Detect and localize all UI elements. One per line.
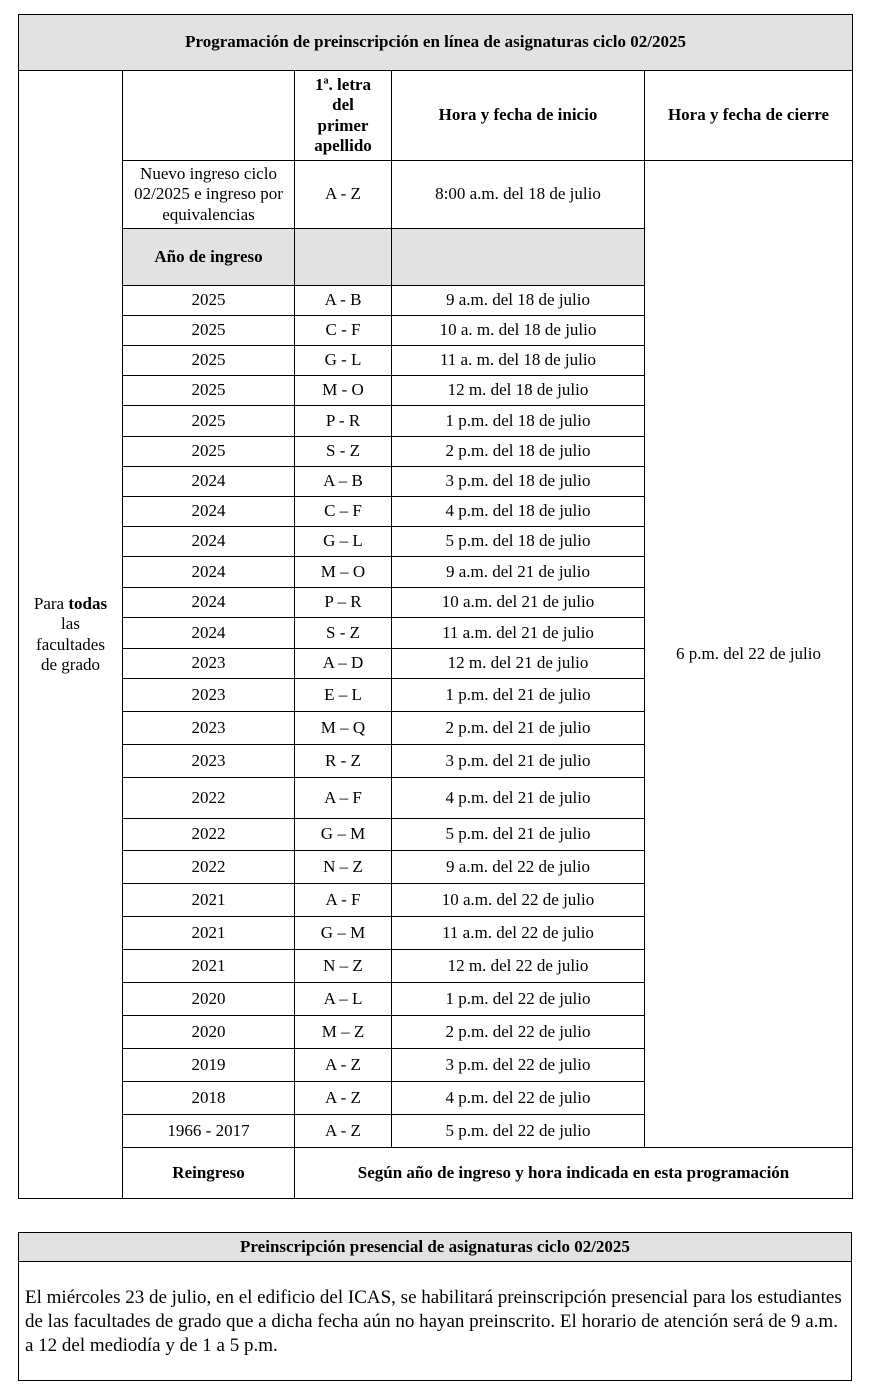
row-year: 2023 bbox=[123, 745, 295, 778]
row-letters: P - R bbox=[295, 406, 392, 437]
row-letters: A - F bbox=[295, 884, 392, 917]
row-year: 2018 bbox=[123, 1082, 295, 1115]
row-year: 2025 bbox=[123, 346, 295, 376]
row-start: 2 p.m. del 22 de julio bbox=[392, 1016, 645, 1049]
row-year: 2024 bbox=[123, 467, 295, 497]
row-year: 2024 bbox=[123, 497, 295, 527]
row-letters: G – M bbox=[295, 917, 392, 950]
row-letters: S - Z bbox=[295, 618, 392, 649]
row-letters: A - B bbox=[295, 286, 392, 316]
row-year: 2023 bbox=[123, 649, 295, 679]
row-letters: E – L bbox=[295, 679, 392, 712]
faculties-suffix: las facultades de grado bbox=[36, 614, 105, 674]
row-year: 2023 bbox=[123, 712, 295, 745]
row-start: 5 p.m. del 21 de julio bbox=[392, 819, 645, 851]
row-year: 2021 bbox=[123, 950, 295, 983]
row-year: 2022 bbox=[123, 778, 295, 819]
row-start: 5 p.m. del 18 de julio bbox=[392, 527, 645, 557]
row-letters: C – F bbox=[295, 497, 392, 527]
row-start: 12 m. del 22 de julio bbox=[392, 950, 645, 983]
row-year: 2021 bbox=[123, 884, 295, 917]
row-letters: A – L bbox=[295, 983, 392, 1016]
header-empty-cell bbox=[123, 71, 295, 161]
header-close: Hora y fecha de cierre bbox=[645, 71, 853, 161]
year-header: Año de ingreso bbox=[123, 229, 295, 286]
year-header-empty bbox=[295, 229, 392, 286]
faculties-cell bbox=[19, 71, 123, 1199]
faculties-bold: todas bbox=[68, 593, 108, 613]
row-start: 5 p.m. del 22 de julio bbox=[392, 1115, 645, 1148]
row-letters: G – L bbox=[295, 527, 392, 557]
row-letters: C - F bbox=[295, 316, 392, 346]
row-letters: M - O bbox=[295, 376, 392, 406]
row-letters: M – O bbox=[295, 557, 392, 588]
row-year: 2022 bbox=[123, 851, 295, 884]
row-start: 11 a. m. del 18 de julio bbox=[392, 346, 645, 376]
row-letters: G - L bbox=[295, 346, 392, 376]
row-year: 2020 bbox=[123, 983, 295, 1016]
row-letters: A – B bbox=[295, 467, 392, 497]
row-start: 4 p.m. del 18 de julio bbox=[392, 497, 645, 527]
header-start: Hora y fecha de inicio bbox=[392, 71, 645, 161]
row-letters: M – Q bbox=[295, 712, 392, 745]
row-year: 1966 - 2017 bbox=[123, 1115, 295, 1148]
new-entry-label: Nuevo ingreso ciclo 02/2025 e ingreso por equivalencias bbox=[123, 161, 295, 229]
new-entry-letters: A - Z bbox=[295, 161, 392, 229]
row-year: 2025 bbox=[123, 376, 295, 406]
row-start: 11 a.m. del 22 de julio bbox=[392, 917, 645, 950]
reentry-text: Según año de ingreso y hora indicada en esta programación bbox=[295, 1148, 853, 1199]
row-start: 4 p.m. del 22 de julio bbox=[392, 1082, 645, 1115]
row-year: 2024 bbox=[123, 557, 295, 588]
presencial-title: Preinscripción presencial de asignaturas ciclo 02/2025 bbox=[19, 1233, 852, 1262]
row-letters: M – Z bbox=[295, 1016, 392, 1049]
close-time: 6 p.m. del 22 de julio bbox=[645, 161, 853, 1148]
row-year: 2023 bbox=[123, 679, 295, 712]
row-year: 2022 bbox=[123, 819, 295, 851]
schedule-table bbox=[18, 14, 853, 1199]
row-start: 2 p.m. del 18 de julio bbox=[392, 437, 645, 467]
row-start: 12 m. del 18 de julio bbox=[392, 376, 645, 406]
row-start: 1 p.m. del 22 de julio bbox=[392, 983, 645, 1016]
row-start: 10 a.m. del 22 de julio bbox=[392, 884, 645, 917]
faculties-prefix: Para bbox=[33, 593, 69, 613]
row-start: 3 p.m. del 22 de julio bbox=[392, 1049, 645, 1082]
row-start: 4 p.m. del 21 de julio bbox=[392, 778, 645, 819]
year-header-empty bbox=[392, 229, 645, 286]
row-letters: A – F bbox=[295, 778, 392, 819]
row-letters: P – R bbox=[295, 588, 392, 618]
row-letters: G – M bbox=[295, 819, 392, 851]
row-start: 3 p.m. del 18 de julio bbox=[392, 467, 645, 497]
presencial-table bbox=[18, 1232, 852, 1381]
row-year: 2021 bbox=[123, 917, 295, 950]
row-year: 2025 bbox=[123, 286, 295, 316]
row-start: 12 m. del 21 de julio bbox=[392, 649, 645, 679]
presencial-body: El miércoles 23 de julio, en el edificio del ICAS, se habilitará preinscripción presencial para los estudiantes de las facultades de grado que a dicha fecha aún no hayan preinscrito. El horario de atención será de 9 a.m. a 12 del mediodía y de 1 a 5 p.m. bbox=[19, 1262, 852, 1381]
row-letters: S - Z bbox=[295, 437, 392, 467]
row-start: 9 a.m. del 22 de julio bbox=[392, 851, 645, 884]
row-start: 10 a. m. del 18 de julio bbox=[392, 316, 645, 346]
row-start: 10 a.m. del 21 de julio bbox=[392, 588, 645, 618]
row-start: 9 a.m. del 21 de julio bbox=[392, 557, 645, 588]
row-letters: A – D bbox=[295, 649, 392, 679]
row-start: 2 p.m. del 21 de julio bbox=[392, 712, 645, 745]
row-start: 11 a.m. del 21 de julio bbox=[392, 618, 645, 649]
row-start: 1 p.m. del 18 de julio bbox=[392, 406, 645, 437]
row-start: 3 p.m. del 21 de julio bbox=[392, 745, 645, 778]
row-letters: N – Z bbox=[295, 851, 392, 884]
row-year: 2024 bbox=[123, 618, 295, 649]
row-year: 2019 bbox=[123, 1049, 295, 1082]
header-letter: 1ª. letra del primer apellido bbox=[295, 71, 392, 161]
row-year: 2025 bbox=[123, 437, 295, 467]
new-entry-start: 8:00 a.m. del 18 de julio bbox=[392, 161, 645, 229]
row-year: 2025 bbox=[123, 316, 295, 346]
row-year: 2024 bbox=[123, 527, 295, 557]
schedule-title: Programación de preinscripción en línea de asignaturas ciclo 02/2025 bbox=[19, 15, 853, 71]
row-start: 9 a.m. del 18 de julio bbox=[392, 286, 645, 316]
row-letters: A - Z bbox=[295, 1082, 392, 1115]
row-year: 2020 bbox=[123, 1016, 295, 1049]
row-year: 2025 bbox=[123, 406, 295, 437]
row-letters: A - Z bbox=[295, 1115, 392, 1148]
row-letters: N – Z bbox=[295, 950, 392, 983]
row-letters: R - Z bbox=[295, 745, 392, 778]
row-year: 2024 bbox=[123, 588, 295, 618]
row-letters: A - Z bbox=[295, 1049, 392, 1082]
reentry-label: Reingreso bbox=[123, 1148, 295, 1199]
row-start: 1 p.m. del 21 de julio bbox=[392, 679, 645, 712]
